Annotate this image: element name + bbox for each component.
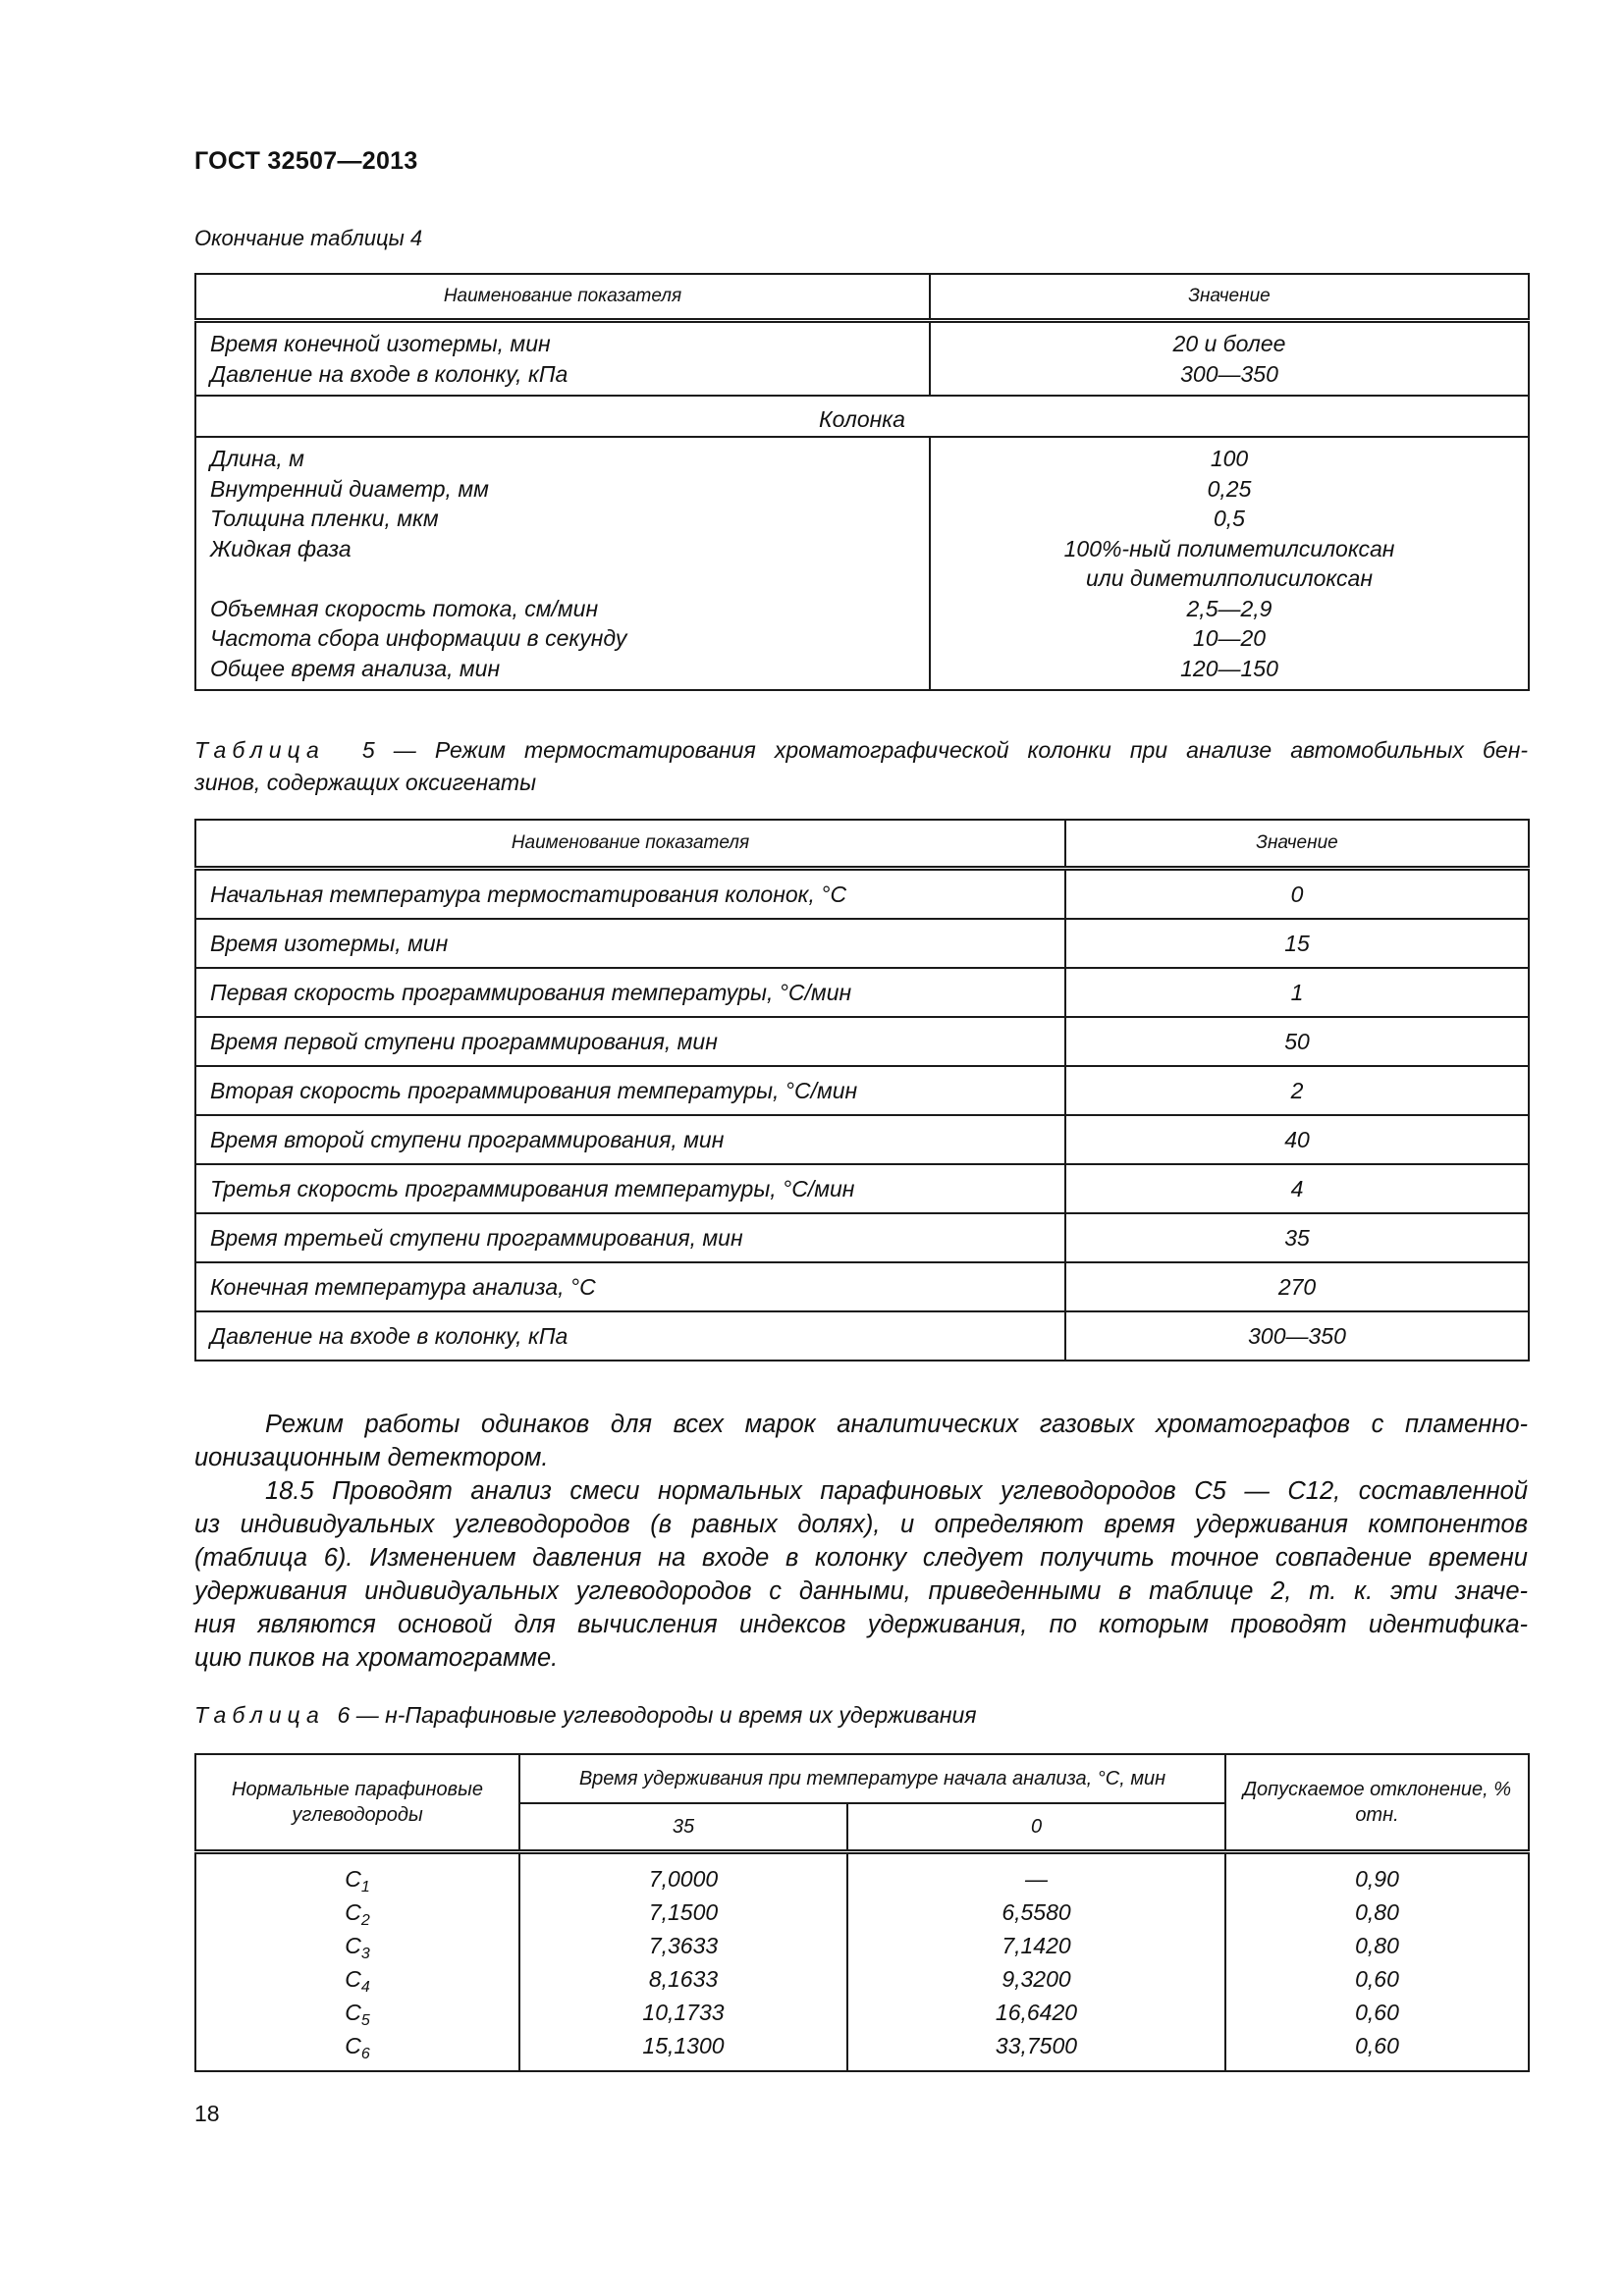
table5 — [194, 819, 1530, 1362]
table6-t0-value: 9,3200 — [1001, 1966, 1071, 1992]
table4-name: Длина, м — [210, 446, 304, 471]
table6-col-time-group: Время удерживания при температуре начала анализа, °С, мин — [519, 1754, 1225, 1803]
table-row — [195, 1017, 1529, 1066]
table6-t0-value: 6,5580 — [1001, 1899, 1071, 1925]
table6-deviation-value: 0,90 — [1355, 1866, 1399, 1892]
table5-header-row — [195, 820, 1529, 869]
paragraph-line: цию пиков на хроматограмме. — [194, 1644, 559, 1672]
table6-caption-label: Таблица — [194, 1702, 325, 1728]
table6-t0-value: 7,1420 — [1001, 1933, 1071, 1958]
table5-value-cell: 300—350 — [1065, 1311, 1529, 1361]
table4-name: Внутренний диаметр, мм — [210, 475, 489, 502]
paragraph-line: ния являются основой для вычисления индексов удерживания, по которым проводят идентифика- — [194, 1611, 1528, 1638]
table-row — [195, 1164, 1529, 1213]
page-number: 18 — [194, 2101, 220, 2126]
table6-t35-value: 15,1300 — [642, 2033, 725, 2058]
paragraph-line: (таблица 6). Изменением давления на входе в колонку следует получить точное совпадение времени — [194, 1544, 1528, 1572]
table5-name-cell: Третья скорость программирования температуры, °С/мин — [195, 1164, 1065, 1213]
table6-caption-text: — н-Парафиновые углеводороды и время их удерживания — [355, 1702, 977, 1728]
table4-name: Время конечной изотермы, мин — [210, 331, 551, 356]
table6-hydrocarbon: $C_6$ — [345, 2033, 370, 2062]
table6-t0-cell — [847, 1852, 1225, 2072]
table6-t35-value: 7,3633 — [648, 1933, 719, 1958]
table-row — [195, 1213, 1529, 1262]
table5-value-cell: 4 — [1065, 1164, 1529, 1213]
table4-value: 10—20 — [1192, 625, 1267, 651]
table4-value: 120—150 — [1180, 655, 1278, 681]
table6-t0-value: 33,7500 — [995, 2033, 1078, 2058]
table5-value-cell: 15 — [1065, 919, 1529, 968]
table5-name-cell: Конечная температура анализа, °С — [195, 1262, 1065, 1311]
table4-name-spacer — [210, 563, 915, 594]
table4-col-value: Значение — [930, 274, 1529, 321]
table6-hydrocarbon-cell — [195, 1852, 519, 2072]
table-row — [195, 1262, 1529, 1311]
table6-t35-value: 10,1733 — [642, 2000, 725, 2025]
table4-group2-values — [930, 437, 1529, 690]
table4-group1-values — [930, 321, 1529, 397]
paragraph-line: 18.5 Проводят анализ смеси нормальных парафиновых углеводородов С5 — С12, составленной — [265, 1477, 1528, 1505]
table4-row-group1 — [195, 321, 1529, 397]
table4-value: 100 — [1210, 446, 1249, 471]
table6-col-t0: 0 — [847, 1803, 1225, 1852]
paragraph-line: удерживания индивидуальных углеводородов с данными, приведенными в таблице 2, т. к. эти значе- — [194, 1577, 1528, 1605]
table5-value-cell: 35 — [1065, 1213, 1529, 1262]
table5-value-cell: 1 — [1065, 968, 1529, 1017]
table-row — [195, 869, 1529, 920]
table-row — [195, 1066, 1529, 1115]
table4-name: Толщина пленки, мкм — [210, 506, 439, 531]
table4-section-row — [195, 396, 1529, 437]
table4-value: 2,5—2,9 — [1186, 595, 1272, 621]
table6-hydrocarbon: $C_3$ — [345, 1933, 370, 1962]
table-row — [195, 919, 1529, 968]
table6-deviation-value: 0,60 — [1355, 2000, 1399, 2025]
table6-deviation-cell — [1225, 1852, 1529, 2072]
table4-name: Частота сбора информации в секунду — [210, 625, 627, 651]
table5-name-cell: Начальная температура термостатирования колонок, °С — [195, 869, 1065, 920]
table6-body — [195, 1852, 1529, 2072]
paragraph-detector-note — [194, 1408, 1528, 1474]
table5-value-cell: 40 — [1065, 1115, 1529, 1164]
table4-col-name: Наименование показателя — [195, 274, 930, 321]
table6-col-hydrocarbons: Нормальные парафиновые углеводороды — [195, 1754, 519, 1852]
table6-t35-value: 7,1500 — [648, 1899, 719, 1925]
table5-name-cell: Вторая скорость программирования температуры, °С/мин — [195, 1066, 1065, 1115]
table6-hydrocarbon: $C_2$ — [345, 1899, 370, 1929]
table6 — [194, 1753, 1530, 2072]
table5-caption-line2: зинов, содержащих оксигенаты — [194, 770, 537, 795]
table6-deviation-value: 0,60 — [1355, 1966, 1399, 1992]
table4-value: 100%-ный полиметилсилоксан — [1063, 535, 1395, 561]
table5-name-cell: Время третьей ступени программирования, мин — [195, 1213, 1065, 1262]
table4-name: Давление на входе в колонку, кПа — [210, 360, 568, 387]
table5-caption-text: — Режим термостатирования хроматографической колонки при анализе автомобильных бен- — [393, 737, 1529, 763]
table4-section-title: Колонка — [195, 396, 1529, 437]
paragraph-line: ионизационным детектором. — [194, 1444, 549, 1471]
table5-name-cell: Время первой ступени программирования, мин — [195, 1017, 1065, 1066]
table4-value: 300—350 — [1180, 360, 1278, 387]
paragraph-18-5 — [194, 1474, 1528, 1675]
table5-col-name: Наименование показателя — [195, 820, 1065, 869]
table5-caption-label: Таблица — [194, 737, 325, 763]
table5-caption — [194, 734, 1528, 799]
table4 — [194, 273, 1530, 691]
table4-row-group2 — [195, 437, 1529, 690]
table4-caption: Окончание таблицы 4 — [194, 226, 423, 250]
table4-group2-names — [195, 437, 930, 690]
table6-caption — [194, 1702, 977, 1729]
table5-col-value: Значение — [1065, 820, 1529, 869]
table5-value-cell: 2 — [1065, 1066, 1529, 1115]
table6-header-row — [195, 1754, 1529, 1803]
table5-value-cell: 0 — [1065, 869, 1529, 920]
table6-hydrocarbon: $C_5$ — [345, 2000, 370, 2029]
paragraph-line: Режим работы одинаков для всех марок аналитических газовых хроматографов с пламенно- — [265, 1411, 1528, 1438]
table4-name: Жидкая фаза — [210, 535, 352, 561]
table6-col-deviation: Допускаемое отклонение, % отн. — [1225, 1754, 1529, 1852]
table4-value: или диметилполисилоксан — [1086, 565, 1373, 591]
table6-hydrocarbon: $C_4$ — [345, 1966, 370, 1996]
table5-value-cell: 270 — [1065, 1262, 1529, 1311]
table6-t35-value: 7,0000 — [648, 1866, 719, 1892]
table6-hydrocarbon: $C_1$ — [345, 1866, 370, 1896]
table5-name-cell: Время изотермы, мин — [195, 919, 1065, 968]
table4-value: 0,5 — [1214, 506, 1245, 531]
paragraph-line: из индивидуальных углеводородов (в равных долях), и определяют время удерживания компонентов — [194, 1511, 1528, 1538]
table-row — [195, 1115, 1529, 1164]
table4-header-row — [195, 274, 1529, 321]
table5-value-cell: 50 — [1065, 1017, 1529, 1066]
table6-t0-value: — — [1025, 1866, 1048, 1892]
table6-caption-number: 6 — [337, 1702, 351, 1728]
table4-name: Общее время анализа, мин — [210, 655, 501, 681]
table5-caption-number: 5 — [361, 737, 375, 763]
table6-col-t35: 35 — [519, 1803, 847, 1852]
table-row — [195, 968, 1529, 1017]
table6-t35-value: 8,1633 — [648, 1966, 719, 1992]
table5-name-cell: Давление на входе в колонку, кПа — [195, 1311, 1065, 1361]
table4-value: 20 и более — [1172, 331, 1286, 356]
table6-t35-cell — [519, 1852, 847, 2072]
table6-deviation-value: 0,80 — [1355, 1933, 1399, 1958]
table6-deviation-value: 0,60 — [1355, 2033, 1399, 2058]
table4-value: 0,25 — [1207, 475, 1252, 502]
table5-caption-line1 — [194, 734, 1528, 767]
table4-group1-names — [195, 321, 930, 397]
table-row — [195, 1311, 1529, 1361]
table5-name-cell: Первая скорость программирования температуры, °С/мин — [195, 968, 1065, 1017]
document-id: ГОСТ 32507—2013 — [194, 147, 418, 175]
table6-t0-value: 16,6420 — [995, 2000, 1078, 2025]
table6-deviation-value: 0,80 — [1355, 1899, 1399, 1925]
table4-name: Объемная скорость потока, см/мин — [210, 595, 599, 621]
table5-name-cell: Время второй ступени программирования, мин — [195, 1115, 1065, 1164]
